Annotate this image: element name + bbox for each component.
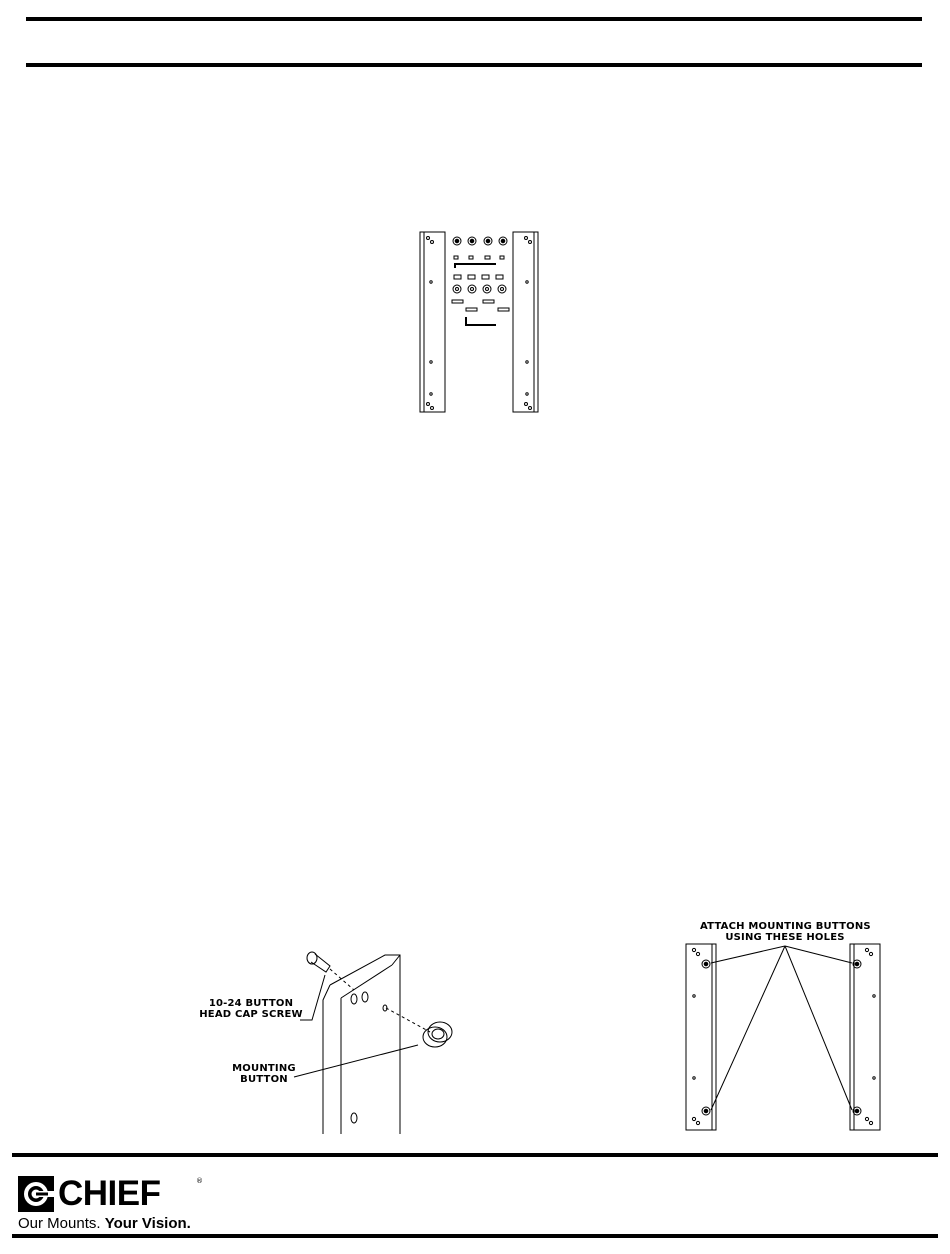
logo-registered-mark: ® xyxy=(196,1177,203,1185)
allen-wrench xyxy=(455,264,496,268)
washers-row xyxy=(453,285,506,293)
bolts-row xyxy=(452,300,509,311)
button-callout xyxy=(214,1063,314,1085)
mounting-buttons-row xyxy=(453,237,507,245)
screws-row-medium xyxy=(454,275,503,279)
screw-callout xyxy=(186,998,316,1020)
header-rule-top xyxy=(26,17,922,21)
button-callout-line2: BUTTON xyxy=(240,1074,288,1085)
logo-wordmark: CHIEF xyxy=(58,1174,161,1213)
screws-row-small xyxy=(454,256,504,259)
tagline-bold: Your Vision. xyxy=(104,1215,191,1232)
left-bracket-part xyxy=(420,232,445,412)
screw-callout-line2: HEAD CAP SCREW xyxy=(199,1009,303,1020)
holes-callout-line1: ATTACH MOUNTING BUTTONS xyxy=(700,921,871,932)
footer-rule-top xyxy=(12,1153,938,1157)
chief-logo xyxy=(18,1174,218,1236)
allen-wrench-large xyxy=(466,317,496,325)
logo-tagline xyxy=(18,1216,191,1232)
screw-callout-line1: 10-24 BUTTON xyxy=(208,998,294,1009)
chief-logo-mark-icon xyxy=(18,1176,54,1212)
right-bracket-part xyxy=(513,232,538,412)
holes-callout-line2: USING THESE HOLES xyxy=(725,932,845,943)
header-rule-bottom xyxy=(26,63,922,67)
tagline-plain: Our Mounts. xyxy=(18,1215,101,1232)
button-callout-line1: MOUNTING xyxy=(232,1063,296,1074)
holes-callout xyxy=(700,921,870,943)
